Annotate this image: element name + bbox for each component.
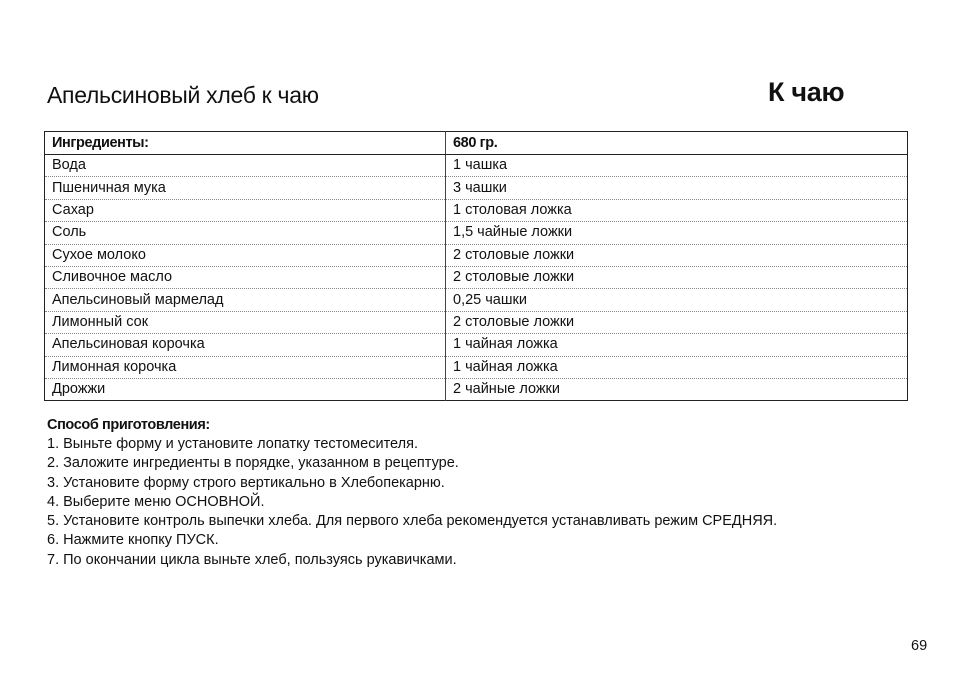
amount-cell: 2 столовые ложки — [446, 311, 908, 333]
method-step: 1. Выньте форму и установите лопатку тестомесителя. — [47, 436, 418, 452]
table-row — [45, 155, 908, 177]
amount-cell: 1 чашка — [453, 157, 508, 174]
ingredient-cell: Сливочное масло — [45, 266, 446, 288]
amount-cell: 2 столовые ложки — [446, 244, 908, 266]
table-row — [45, 378, 908, 400]
table-header-row — [45, 132, 908, 155]
method-step: 5. Установите контроль выпечки хлеба. Для первого хлеба рекомендуется устанавливать режим СРЕДНЯЯ. — [47, 513, 778, 530]
ingredient-cell: Апельсиновая корочка — [45, 334, 446, 356]
ingredient-cell: Сахар — [45, 199, 446, 221]
header-amount: 680 гр. — [446, 132, 908, 155]
ingredient-cell: Лимонная корочка — [45, 356, 446, 378]
method-steps — [47, 435, 927, 570]
amount-cell: 2 чайные ложки — [446, 378, 908, 400]
page-title: Апельсиновый хлеб к чаю — [47, 82, 319, 108]
method-step: 4. Выберите меню ОСНОВНОЙ. — [47, 493, 265, 510]
table-row — [45, 356, 908, 378]
method-title: Способ приготовления: — [47, 417, 210, 433]
ingredient-cell: Апельсиновый мармелад — [45, 289, 446, 311]
amount-cell: 1 столовая ложка — [446, 199, 908, 221]
page-number: 69 — [911, 638, 928, 654]
table-row — [45, 177, 908, 199]
ingredients-table — [44, 131, 908, 401]
amount-cell: 0,25 чашки — [446, 289, 908, 311]
ingredient-cell: Сухое молоко — [45, 244, 446, 266]
ingredient-cell: Пшеничная мука — [45, 177, 446, 199]
header-ingredient: Ингредиенты: — [45, 132, 446, 155]
table-row — [45, 222, 908, 244]
ingredient-cell: Соль — [45, 222, 446, 244]
method-section — [47, 416, 927, 570]
amount-cell: 2 столовые ложки — [446, 266, 908, 288]
amount-cell: 1 чайная ложка — [446, 334, 908, 356]
method-step: 6. Нажмите кнопку ПУСК. — [47, 532, 219, 549]
table-row — [45, 244, 908, 266]
ingredient-cell: Дрожжи — [45, 378, 446, 400]
table-row — [45, 199, 908, 221]
amount-cell: 1,5 чайные ложки — [446, 222, 908, 244]
section-title: К чаю — [768, 77, 845, 107]
table-row — [45, 311, 908, 333]
method-step: 7. По окончании цикла выньте хлеб, пользуясь рукавичками. — [47, 551, 457, 568]
ingredient-cell: Лимонный сок — [45, 311, 446, 333]
table-row — [45, 266, 908, 288]
table-row — [45, 289, 908, 311]
method-step: 2. Заложите ингредиенты в порядке, указанном в рецептуре. — [47, 455, 459, 472]
ingredient-cell: Вода — [45, 155, 446, 177]
table-row — [45, 334, 908, 356]
method-step: 3. Установите форму строго вертикально в Хлебопекарню. — [47, 474, 445, 491]
amount-cell: 3 чашки — [446, 177, 908, 199]
amount-cell: 1 чайная ложка — [446, 356, 908, 378]
